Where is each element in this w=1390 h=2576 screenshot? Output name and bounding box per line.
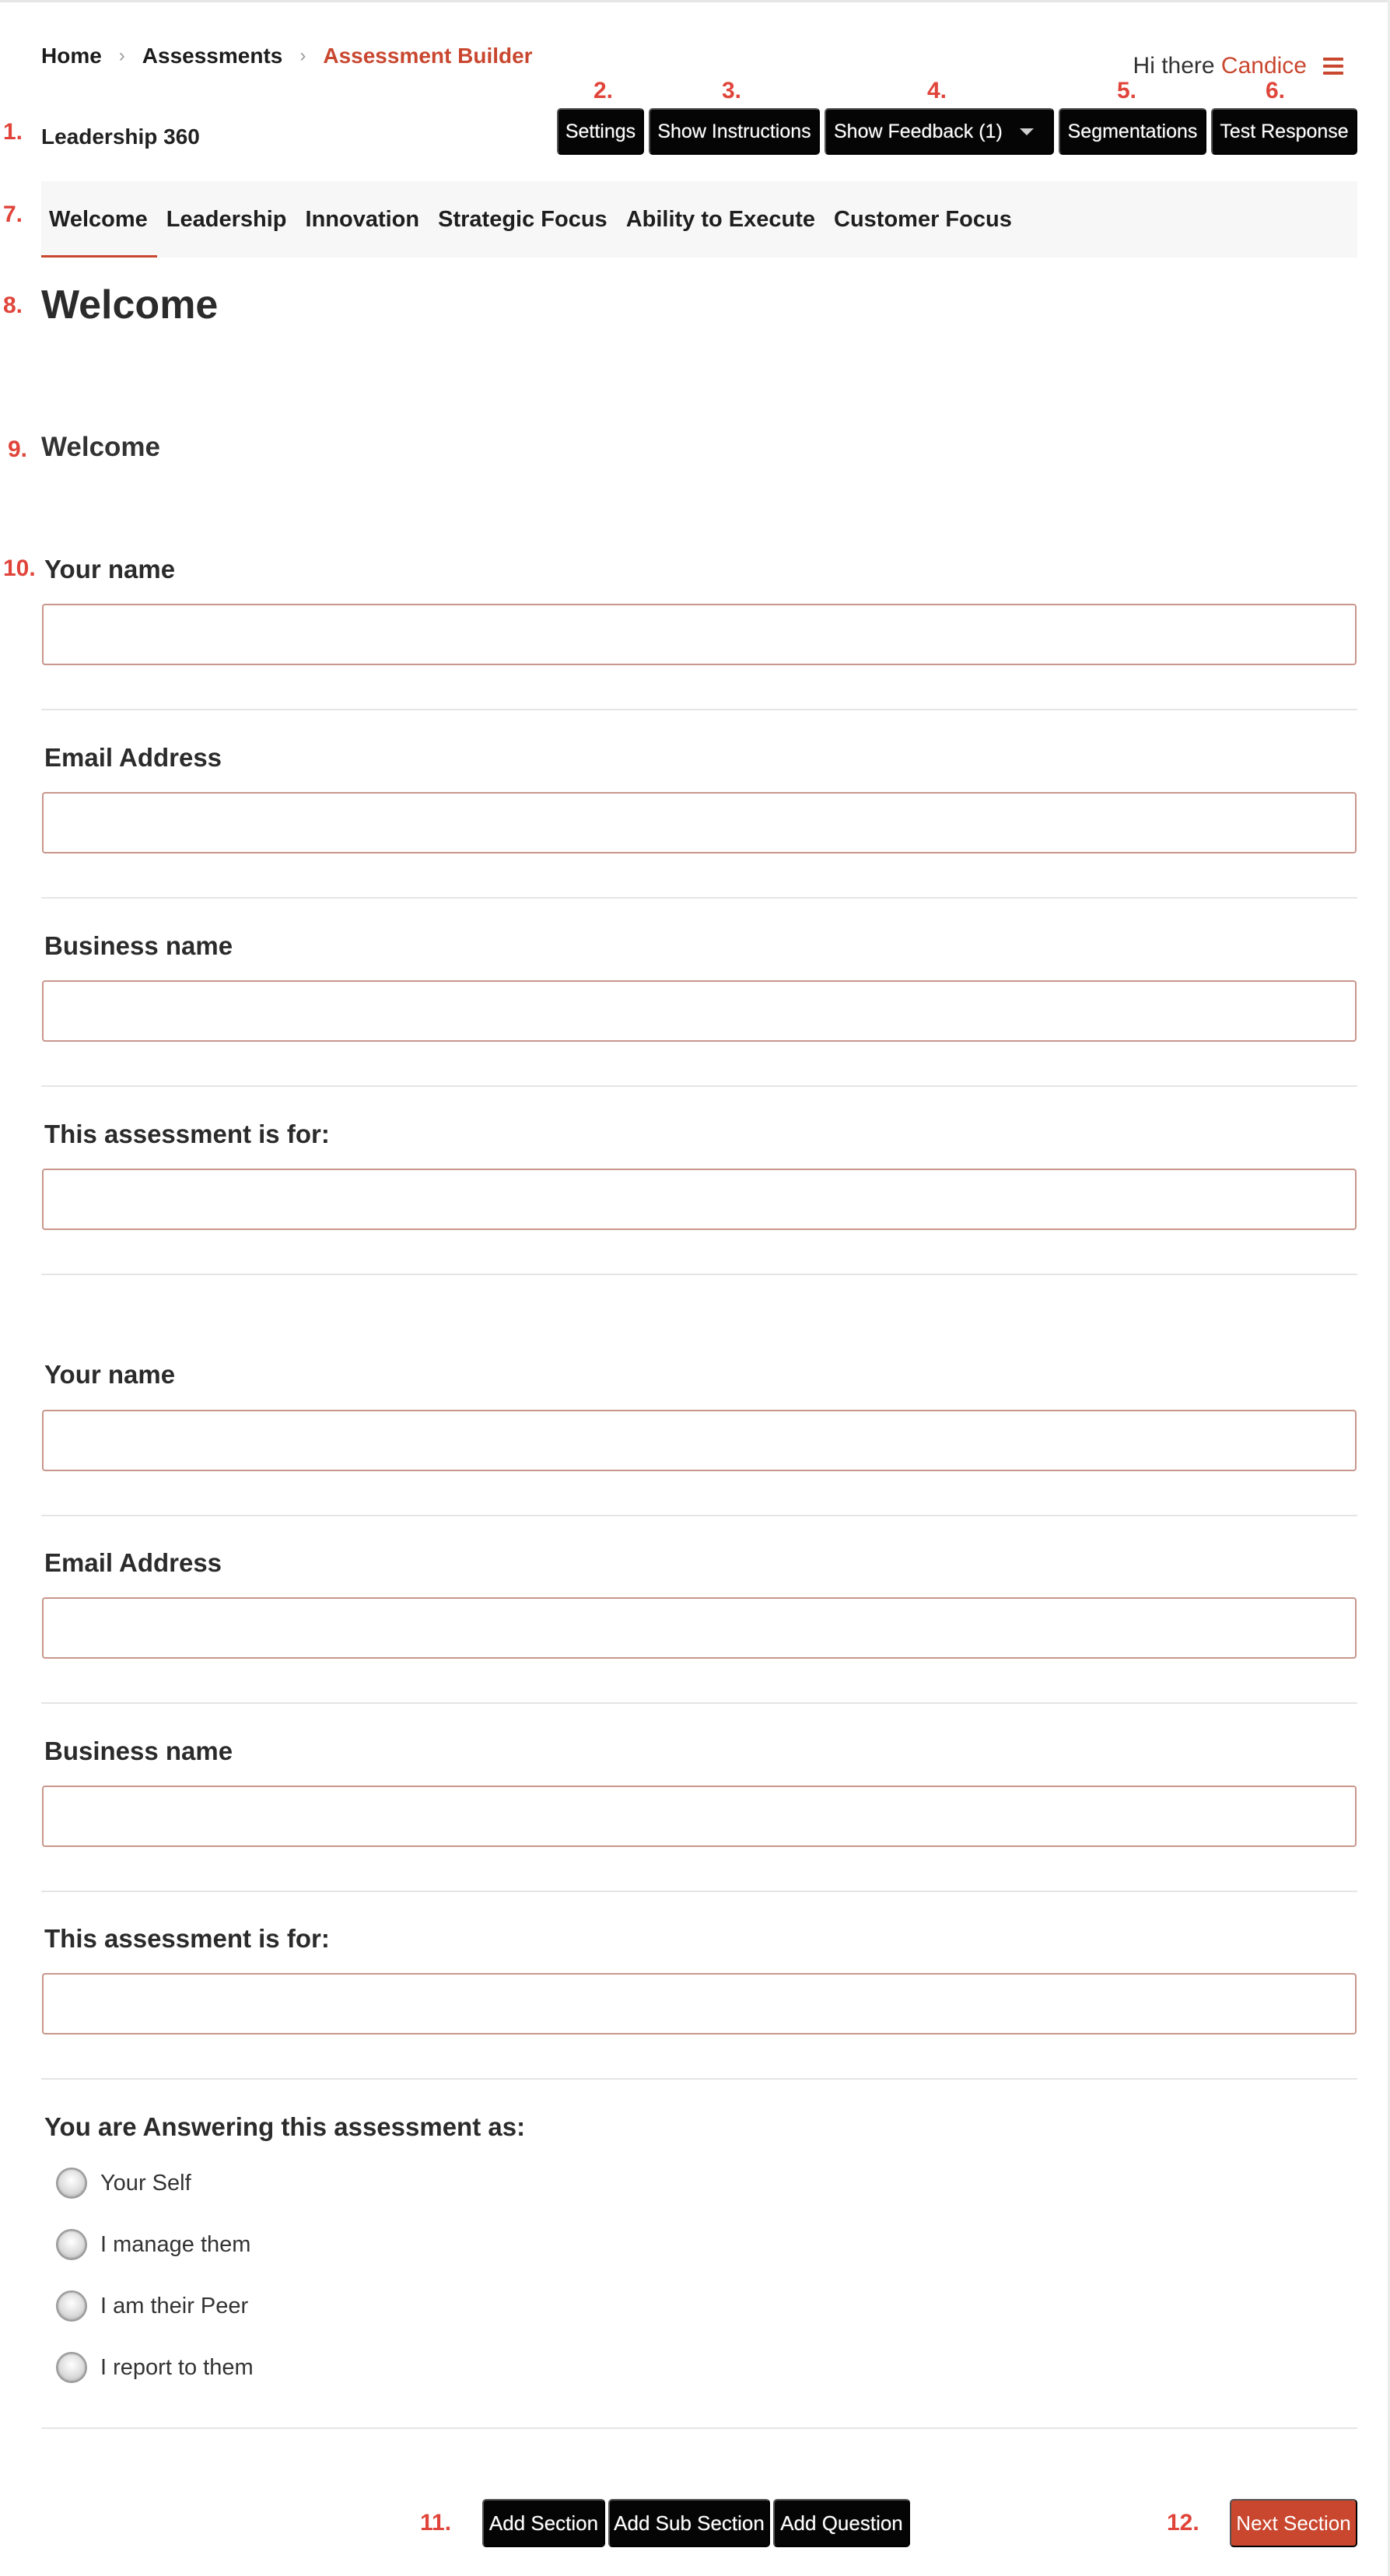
settings-button[interactable]: Settings — [557, 108, 644, 155]
builder-actions — [482, 2499, 910, 2547]
section-title: Welcome — [41, 282, 219, 328]
tab-welcome[interactable]: Welcome — [41, 181, 157, 258]
tab-ability-to-execute[interactable]: Ability to Execute — [625, 206, 816, 232]
business-name-input[interactable] — [42, 1786, 1357, 1847]
radio-option-label: I report to them — [100, 2354, 254, 2380]
chevron-right-icon: › — [299, 45, 306, 66]
marker-7: 7. — [3, 202, 23, 227]
show-instructions-button[interactable]: Show Instructions — [649, 108, 820, 155]
marker-4: 4. — [927, 78, 947, 103]
radio-option-label: Your Self — [100, 2170, 191, 2196]
radio-question-label: You are Answering this assessment as: — [44, 2112, 526, 2141]
divider — [41, 1085, 1357, 1087]
add-section-button[interactable]: Add Section — [482, 2499, 605, 2547]
breadcrumb — [41, 44, 533, 68]
marker-5: 5. — [1117, 78, 1137, 103]
divider — [41, 2427, 1357, 2429]
test-response-button[interactable]: Test Response — [1211, 108, 1357, 155]
breadcrumb-home[interactable]: Home — [41, 44, 102, 68]
marker-10: 10. — [3, 556, 36, 581]
tab-customer-focus[interactable]: Customer Focus — [834, 206, 1012, 232]
breadcrumb-assessment-builder: Assessment Builder — [323, 44, 533, 68]
question-label: Business name — [44, 931, 233, 960]
marker-11: 11. — [420, 2510, 452, 2536]
chevron-right-icon: › — [118, 45, 125, 66]
question-label: Email Address — [44, 1548, 222, 1577]
question-label: Email Address — [44, 743, 222, 772]
question-label: Business name — [44, 1737, 233, 1765]
marker-3: 3. — [722, 78, 742, 103]
marker-6: 6. — [1266, 78, 1286, 103]
your-name-input[interactable] — [42, 604, 1357, 665]
segmentations-button[interactable]: Segmentations — [1059, 108, 1206, 155]
radio-option-i-report-to-them[interactable] — [56, 2352, 254, 2383]
section-tabs — [41, 181, 1357, 258]
add-sub-section-button[interactable]: Add Sub Section — [608, 2499, 770, 2547]
email-address-input[interactable] — [42, 792, 1357, 853]
show-feedback-label: Show Feedback (1) — [834, 120, 1003, 142]
subsection-title: Welcome — [41, 432, 161, 462]
tab-leadership[interactable]: Leadership — [166, 206, 287, 232]
marker-9: 9. — [8, 436, 28, 462]
user-name-link[interactable]: Candice — [1220, 53, 1307, 79]
question-label: Your name — [44, 1360, 176, 1389]
divider — [41, 1891, 1357, 1892]
radio-option-label: I manage them — [100, 2231, 251, 2257]
marker-8: 8. — [3, 293, 23, 318]
add-question-button[interactable]: Add Question — [773, 2499, 910, 2547]
toolbar — [557, 108, 1357, 155]
assessment-for-input[interactable] — [42, 1169, 1357, 1230]
next-section-button[interactable]: Next Section — [1230, 2499, 1357, 2547]
divider — [41, 1702, 1357, 1704]
assessment-for-input[interactable] — [42, 1973, 1357, 2035]
radio-option-your-self[interactable] — [56, 2168, 191, 2199]
divider — [41, 1274, 1357, 1275]
divider — [41, 1515, 1357, 1516]
divider — [41, 709, 1357, 710]
show-feedback-button[interactable] — [825, 108, 1054, 155]
user-greeting — [1133, 53, 1307, 79]
question-label: This assessment is for: — [44, 1924, 330, 1953]
top-border — [0, 0, 1390, 2]
assessment-name: Leadership 360 — [41, 124, 200, 149]
greeting-text: Hi there — [1133, 53, 1215, 79]
radio-option-i-manage-them[interactable] — [56, 2229, 250, 2260]
question-label: This assessment is for: — [44, 1120, 330, 1148]
radio-button[interactable] — [56, 2290, 87, 2322]
tab-innovation[interactable]: Innovation — [305, 206, 420, 232]
breadcrumb-assessments[interactable]: Assessments — [142, 44, 283, 68]
question-label: Your name — [44, 555, 176, 584]
radio-option-i-am-their-peer[interactable] — [56, 2290, 248, 2322]
marker-1: 1. — [3, 119, 23, 145]
marker-12: 12. — [1167, 2510, 1199, 2536]
business-name-input[interactable] — [42, 980, 1357, 1042]
divider — [41, 897, 1357, 899]
tab-strategic-focus[interactable]: Strategic Focus — [438, 206, 607, 232]
caret-down-icon — [1020, 128, 1034, 135]
radio-button[interactable] — [56, 2229, 87, 2260]
your-name-input[interactable] — [42, 1410, 1357, 1471]
divider — [41, 2078, 1357, 2080]
hamburger-menu-icon[interactable] — [1323, 58, 1343, 75]
radio-button[interactable] — [56, 2168, 87, 2199]
radio-option-label: I am their Peer — [100, 2293, 249, 2318]
email-address-input[interactable] — [42, 1597, 1357, 1659]
marker-2: 2. — [593, 78, 614, 103]
radio-button[interactable] — [56, 2352, 87, 2383]
